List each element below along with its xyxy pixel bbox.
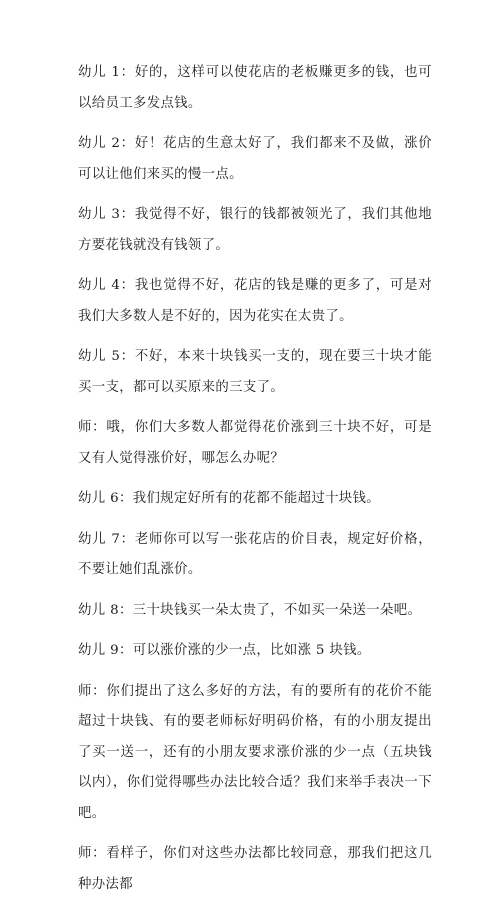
dialogue-line-child-4: 幼儿 4：我也觉得不好，花店的钱是赚的更多了，可是对我们大多数人是不好的，因为花实在太贵了。: [78, 278, 432, 324]
dialogue-line-child-5: 幼儿 5：不好，本来十块钱买一支的，现在要三十块才能买一支，都可以买原来的三支了。: [78, 349, 432, 395]
dialogue-line-child-7: 幼儿 7：老师你可以写一张花店的价目表，规定好价格，不要让她们乱涨价。: [78, 531, 432, 577]
dialogue-line-teacher-3: 师：看样子，你们对这些办法都比较同意，那我们把这几种办法都: [78, 846, 432, 892]
dialogue-line-child-9: 幼儿 9：可以涨价涨的少一点，比如涨 5 块钱。: [78, 643, 371, 658]
dialogue-line-child-2: 幼儿 2：好！花店的生意太好了，我们都来不及做，涨价可以让他们来买的慢一点。: [78, 136, 432, 182]
dialogue-line-child-1: 幼儿 1：好的，这样可以使花店的老板赚更多的钱，也可以给员工多发点钱。: [78, 65, 432, 111]
dialogue-line-child-6: 幼儿 6：我们规定好所有的花都不能超过十块钱。: [78, 491, 381, 506]
dialogue-line-teacher-2: 师：你们提出了这么多好的方法，有的要所有的花价不能超过十块钱、有的要老师标好明码价格，有的小朋友提出了买一送一，还有的小朋友要求涨价涨的少一点（五块钱以内），你们觉得哪些办法比较合适？我们来举手表决一下吧。: [78, 683, 432, 821]
dialogue-line-child-8: 幼儿 8：三十块钱买一朵太贵了，不如买一朵送一朵吧。: [78, 602, 422, 618]
dialogue-line-child-3: 幼儿 3：我觉得不好，银行的钱都被领光了，我们其他地方要花钱就没有钱领了。: [78, 207, 432, 253]
dialogue-line-teacher-1: 师：哦，你们大多数人都觉得花价涨到三十块不好，可是又有人觉得涨价好，哪怎么办呢？: [78, 420, 432, 466]
